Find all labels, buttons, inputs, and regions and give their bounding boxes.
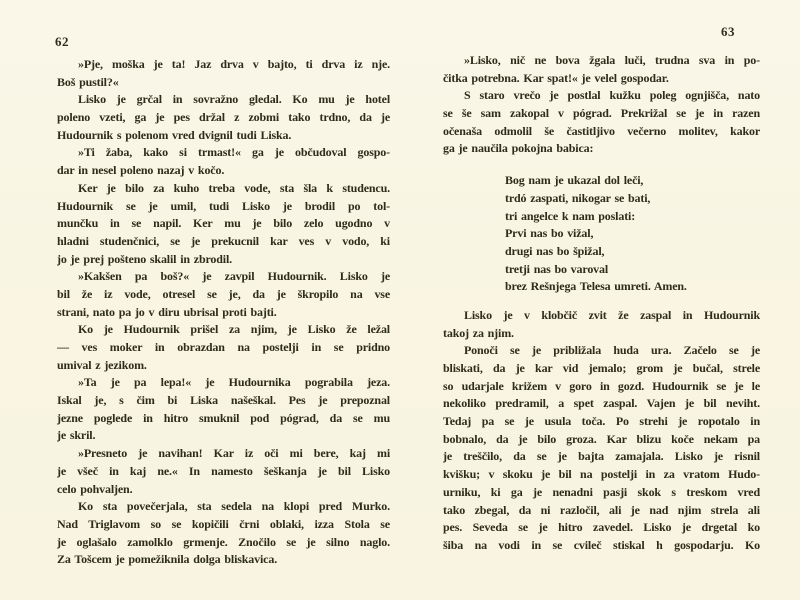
paragraph xyxy=(57,144,390,179)
text-line: trdó zaspati, nikogar se bati, xyxy=(505,190,651,205)
text-line: Tedaj pa se je usula toča. Po strehi je ropotalo in xyxy=(443,414,760,429)
paragraph xyxy=(57,268,390,321)
text-line: takoj za njim. xyxy=(443,325,514,340)
paragraph xyxy=(443,52,760,87)
text-line: ga je naučila pokojna babica: xyxy=(443,141,594,156)
paragraph xyxy=(57,498,390,569)
page-number-62: 62 xyxy=(55,34,69,49)
text-line: nekoliko predramil, a spet zaspal. Vajen je bil neviht. xyxy=(443,396,760,411)
text-line: Ko sta povečerjala, sta sedela na klopi pred Murko. xyxy=(78,499,390,514)
text-line: tako zbegal, da ni razločil, ali je nad njim strela ali xyxy=(443,502,760,517)
text-line: Ponoči se je približala huda ura. Začelo se je xyxy=(464,343,760,358)
text-line: Hudournik s polenom vred dvignil tudi Liska. xyxy=(57,127,292,142)
text-line: pes. Seveda se je hitro zavedel. Lisko je drgetal ko xyxy=(443,520,760,535)
text-line: Ko je Hudournik prišel za njim, je Lisko že ležal xyxy=(78,322,390,337)
text-line: hladni studenčnici, se je prekucnil kar ves v vodo, ki xyxy=(57,233,390,248)
text-line: Lisko je v klobčič zvit že zaspal in Hudournik xyxy=(464,307,760,322)
text-line: S staro vrečo je postlal kužku poleg ognjišča, nato xyxy=(464,88,760,103)
text-line: se še sam zakopal v pógrad. Prekrižal se je in razen xyxy=(443,106,760,121)
text-line: bliskati, da je kar vid jemalo; grom je bučal, strele xyxy=(443,361,760,375)
page-63-text-column xyxy=(443,52,760,555)
text-line: kvišku; v skoku je bil na postelji in za vratom Hudo- xyxy=(443,467,760,482)
text-line: »Kakšen pa boš?« je zavpil Hudournik. Lisko je xyxy=(78,269,390,284)
paragraph xyxy=(57,180,390,268)
text-line: šiba na vodi in se cvileč stiskal h gospodarju. Ko xyxy=(443,537,760,552)
paragraph xyxy=(443,87,760,158)
text-line: Prvi nas bo vižal, xyxy=(505,226,594,241)
text-line: »Ta je pa lepa!« je Hudournika pograbila jeza. xyxy=(78,375,390,390)
text-line: je oglašalo zamolklo grmenje. Znočilo se je silno naglo. xyxy=(57,534,390,549)
text-line: poleno vzeti, ga je pes držal z zobmi tako trdno, da je xyxy=(57,110,390,125)
text-line: je všeč in kaj ne.« In namesto šeškanja je bil Lisko xyxy=(57,463,390,478)
text-line: Za Tošcem je pomežiknila dolga bliskavica. xyxy=(57,552,278,567)
text-line: so udarjale križem v goro in gozd. Hudournik se je le xyxy=(443,378,760,393)
page-number-63: 63 xyxy=(721,24,735,39)
text-line: čitka potrebna. Kar spat!« je velel gospodar. xyxy=(443,70,669,85)
text-line: Ker je bilo za kuho treba vode, sta šla k studencu. xyxy=(78,180,390,195)
text-line: Bog nam je ukazal dol leči, xyxy=(505,173,644,188)
text-line: Boš pustil?« xyxy=(57,74,119,89)
text-line: »Lisko, nič ne bova žgala luči, trudna sva in po- xyxy=(464,53,760,67)
text-line: dar in nesel poleno nazaj v kočo. xyxy=(57,163,225,178)
text-line: tretji nas bo varoval xyxy=(505,261,609,276)
text-line: celo pohvaljen. xyxy=(57,481,133,496)
text-line: munčku in se napil. Ker mu je bilo zelo ugodno v xyxy=(57,216,390,231)
paragraph xyxy=(443,342,760,554)
text-line: jezne poglede in hitro smuknil pod pógrad, da se mu xyxy=(57,410,390,425)
text-line: drugi nas bo špižal, xyxy=(505,243,605,258)
paragraph xyxy=(57,321,390,374)
text-line: Iskal je, s čim bi Liska našeškal. Pes je prepoznal xyxy=(57,393,390,408)
text-line: je skril. xyxy=(57,428,96,443)
paragraph xyxy=(443,307,760,342)
text-line: brez Rešnjega Telesa umreti. Amen. xyxy=(505,279,687,294)
text-line: bil že iz vode, otresel se je, da je škropilo na vse xyxy=(57,286,390,301)
text-line: »Presneto je navihan! Kar iz oči mi bere, kaj mi xyxy=(78,446,390,461)
verse-block xyxy=(505,172,760,296)
text-line: »Pje, moška je ta! Jaz drva v bajto, ti drva iz nje. xyxy=(78,57,390,71)
text-line: — ves moker in obrazdan na postelji in se pridno xyxy=(57,340,390,354)
text-line: Nad Triglavom so se kopičili črni oblaki, izza Stola se xyxy=(57,516,390,531)
text-line: tri angelce k nam poslati: xyxy=(505,208,636,223)
text-line: je treščilo, da se je bajta zamajala. Lisko je risnil xyxy=(443,449,760,464)
text-line: »Ti žaba, kako si trmast!« ga je občudoval gospo- xyxy=(78,145,390,160)
paragraph xyxy=(57,445,390,498)
page-62-text-column xyxy=(57,56,390,569)
text-line: Lisko je grčal in sovražno gledal. Ko mu je hotel xyxy=(78,92,390,107)
text-line: jo je prej pošteno skalil in zbrodil. xyxy=(57,251,233,266)
paragraph xyxy=(57,374,390,445)
paragraph xyxy=(57,91,390,144)
text-line: strani, nato pa jo v diru ubrisal proti bajti. xyxy=(57,304,277,319)
text-line: urniku, ki ga je nenadni pasji skok s treskom vred xyxy=(443,484,760,499)
text-line: očenaša odmolil še častitljivo večerno molitev, kakor xyxy=(443,123,760,138)
text-line: umival z jezikom. xyxy=(57,357,147,372)
text-line: bobnalo, da je bilo groza. Kar blizu koče nekam pa xyxy=(443,431,760,446)
text-line: Hudournik se je umil, tudi Lisko je brodil po tol- xyxy=(57,198,390,213)
paragraph xyxy=(57,56,390,91)
